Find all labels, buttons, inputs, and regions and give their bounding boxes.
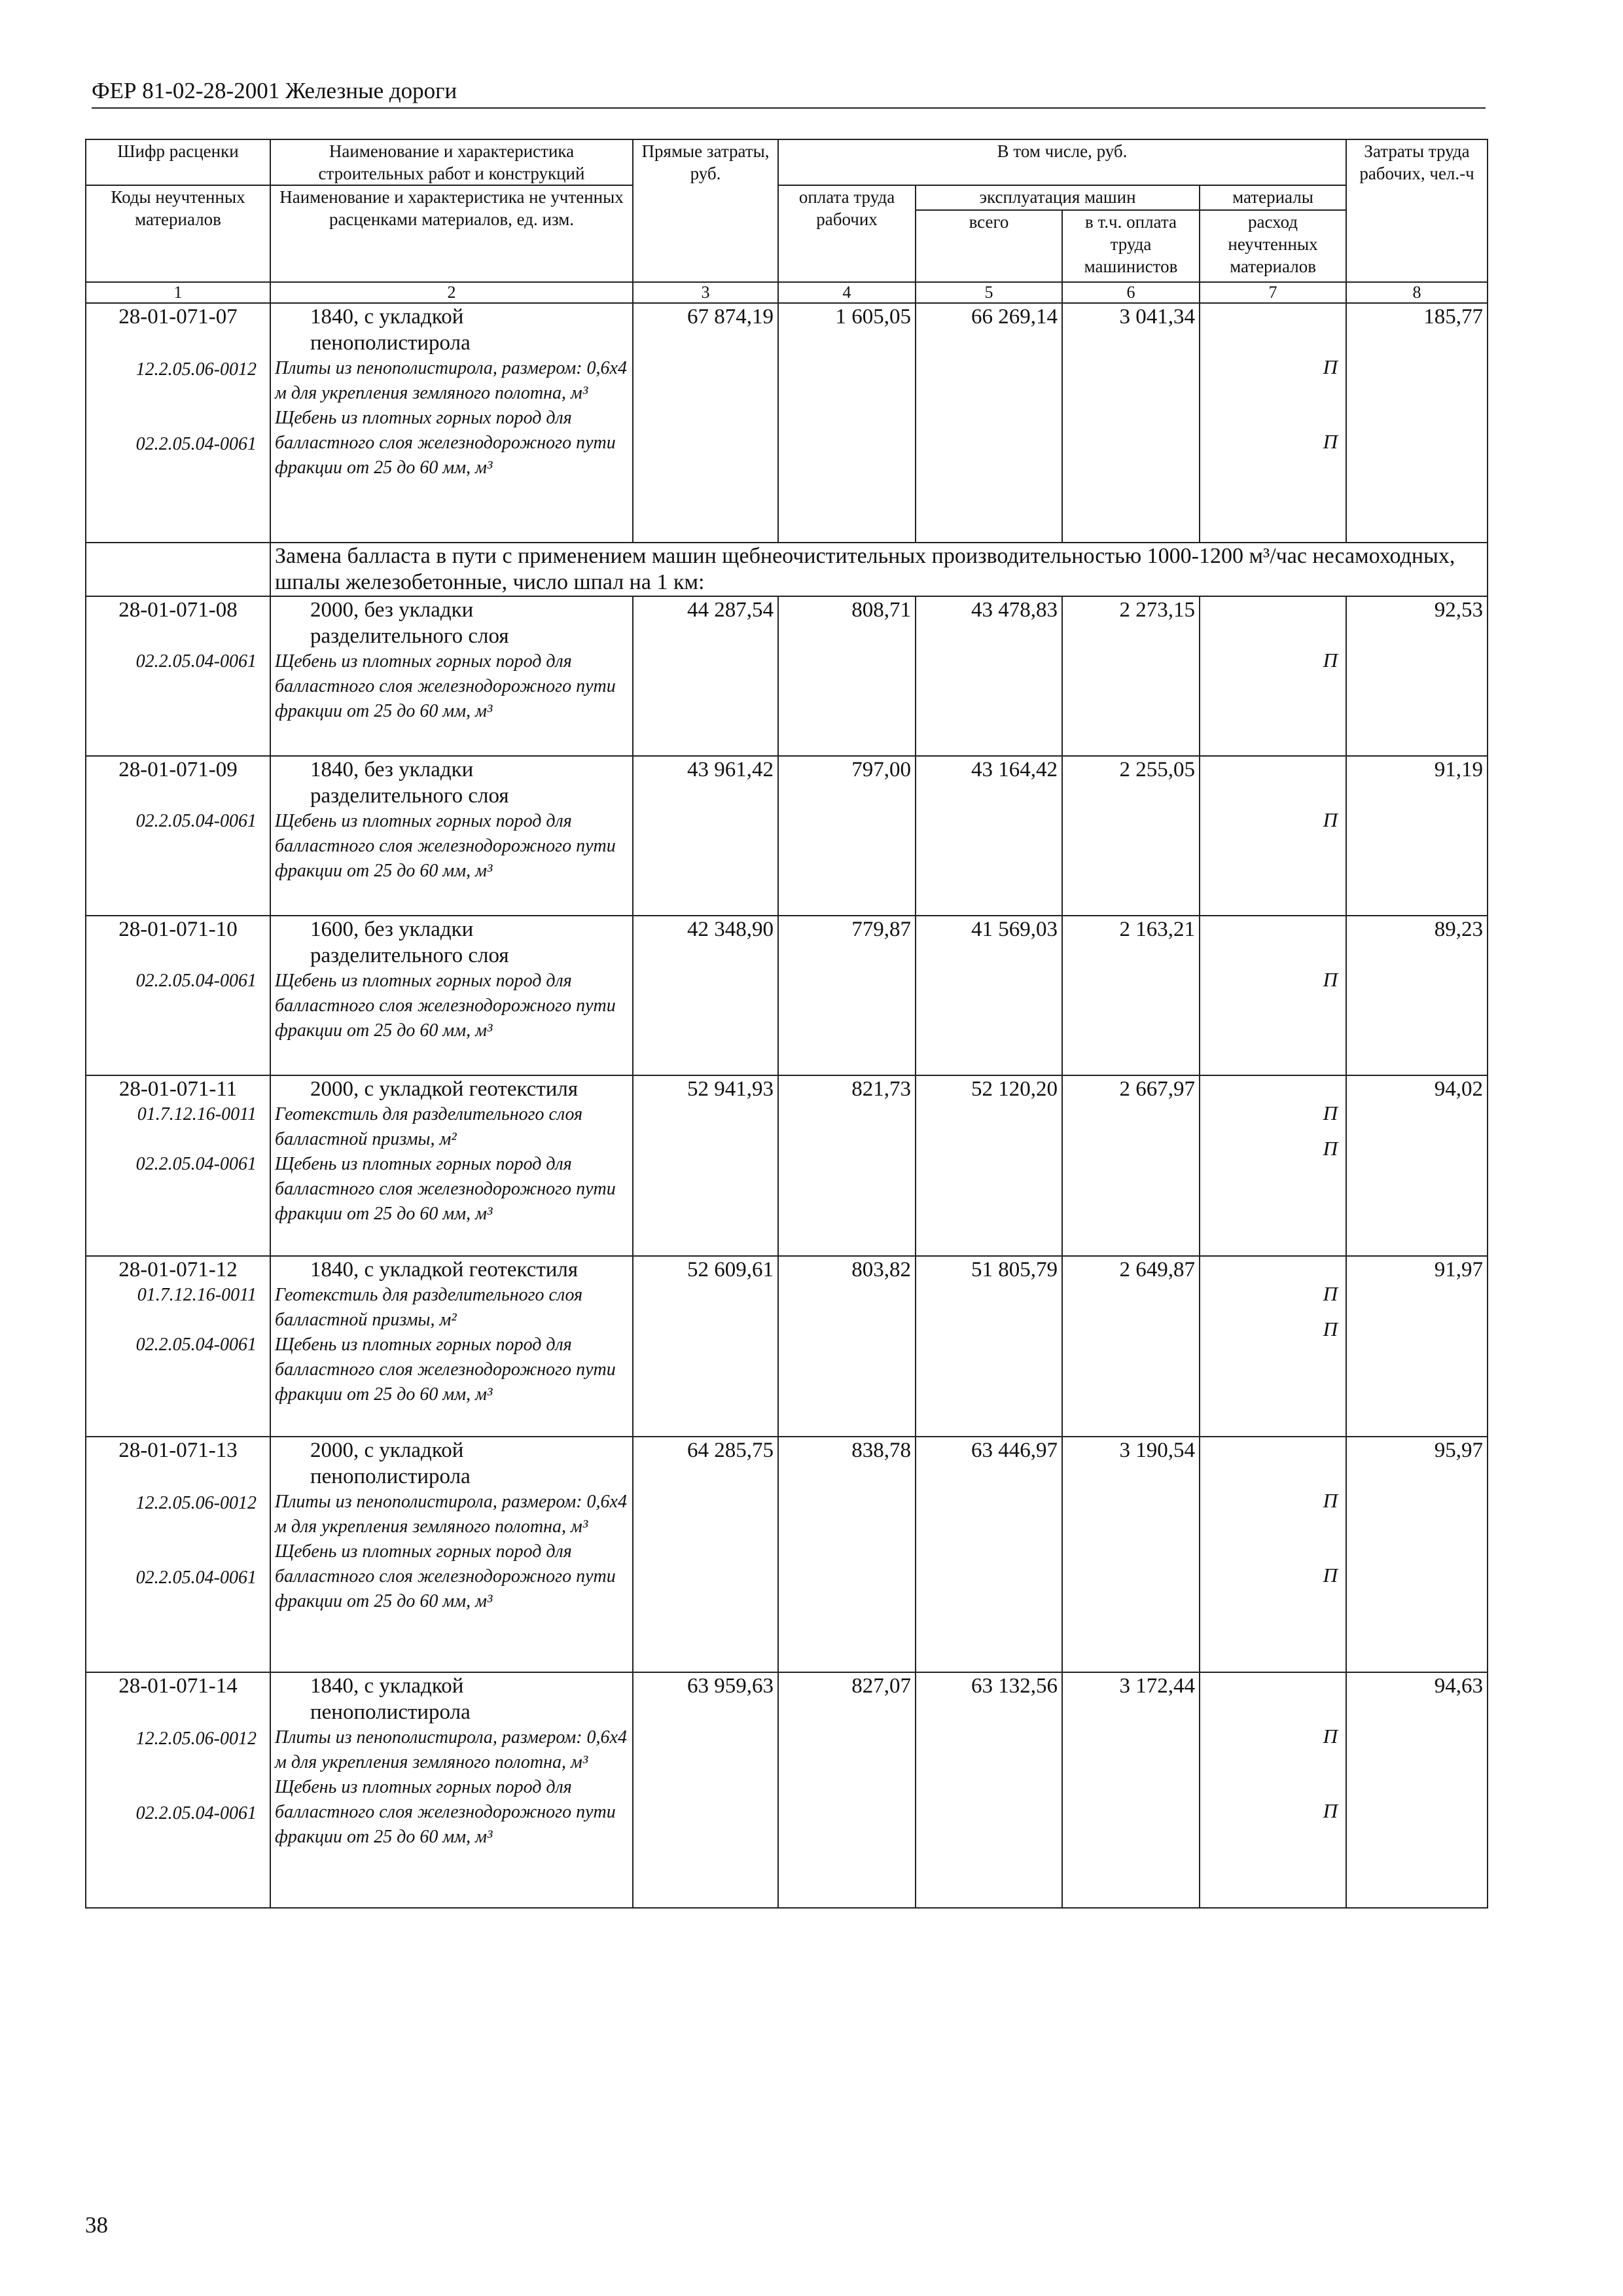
material-name: Геотекстиль для разделительного слоя балластной призмы, м²	[275, 1104, 583, 1149]
material-code: 02.2.05.04-0061	[135, 1335, 257, 1355]
drivers-cost: 2 667,97	[1062, 1075, 1200, 1256]
material-flag: П	[1323, 1137, 1338, 1160]
page-number: 38	[85, 2212, 108, 2238]
drivers-cost: 3 172,44	[1062, 1672, 1200, 1908]
machines-cost: 51 805,79	[916, 1256, 1062, 1437]
rate-name: 2000, с укладкой геотекстиля	[310, 1077, 579, 1101]
material-name: Плиты из пенополистирола, размером: 0,6х4 м для укрепления земляного полотна, м³	[275, 358, 627, 403]
drivers-cost: 3 041,34	[1062, 303, 1200, 543]
material-name: Щебень из плотных горных пород для балластного слоя железнодорожного пути фракции от 25 до 60 мм, м³	[275, 1541, 616, 1611]
column-number: 7	[1200, 282, 1346, 303]
page-header-title: ФЕР 81-02-28-2001 Железные дороги	[92, 77, 1486, 109]
labor-cost: 808,71	[778, 596, 916, 756]
direct-cost: 63 959,63	[633, 1672, 778, 1908]
material-code: 02.2.05.04-0061	[135, 434, 257, 454]
col2-top-header: Наименование и характеристика строительных работ и конструкций	[270, 139, 633, 185]
rate-name: 2000, без укладки разделительного слоя	[310, 598, 509, 648]
material-code: 01.7.12.16-0011	[137, 1285, 257, 1305]
direct-cost: 43 961,42	[633, 756, 778, 916]
col2-bottom-header: Наименование и характеристика не учтенных расценками материалов, ед. изм.	[270, 185, 633, 282]
column-number: 8	[1346, 282, 1488, 303]
material-flag: П	[1323, 1799, 1338, 1822]
labor-hours: 91,97	[1346, 1256, 1488, 1437]
table-row	[86, 916, 1488, 1075]
col8-header: Затраты труда рабочих, чел.-ч	[1346, 139, 1488, 282]
material-code: 02.2.05.04-0061	[135, 1803, 257, 1823]
drivers-cost: 2 273,15	[1062, 596, 1200, 756]
labor-hours: 95,97	[1346, 1437, 1488, 1672]
rate-name: 1840, без укладки разделительного слоя	[310, 758, 509, 808]
table-row	[86, 596, 1488, 756]
material-code: 02.2.05.04-0061	[135, 1154, 257, 1174]
material-flag: П	[1323, 1102, 1338, 1124]
material-code: 02.2.05.04-0061	[135, 811, 257, 831]
material-name: Щебень из плотных горных пород для балластного слоя железнодорожного пути фракции от 25 до 60 мм, м³	[275, 971, 616, 1041]
drivers-cost: 3 190,54	[1062, 1437, 1200, 1672]
rate-name: 1840, с укладкой пенополистирола	[310, 1674, 471, 1724]
table-row	[86, 1256, 1488, 1437]
column-number: 2	[270, 282, 633, 303]
machines-cost: 52 120,20	[916, 1075, 1062, 1256]
rate-name: 1600, без укладки разделительного слоя	[310, 918, 509, 967]
material-flag: П	[1323, 649, 1338, 672]
material-flag: П	[1323, 430, 1338, 453]
material-name: Плиты из пенополистирола, размером: 0,6х4 м для укрепления земляного полотна, м³	[275, 1727, 627, 1772]
direct-cost: 42 348,90	[633, 916, 778, 1075]
table-row	[86, 1672, 1488, 1908]
drivers-cost: 2 255,05	[1062, 756, 1200, 916]
rate-code: 28-01-071-07	[118, 305, 238, 329]
machines-cost: 66 269,14	[916, 303, 1062, 543]
col1-bottom-header: Коды неучтенных материалов	[86, 185, 270, 282]
rate-name: 1840, с укладкой геотекстиля	[310, 1258, 579, 1282]
table-row	[86, 1075, 1488, 1256]
machines-cost: 43 164,42	[916, 756, 1062, 916]
material-flag: П	[1323, 355, 1338, 378]
labor-cost: 797,00	[778, 756, 916, 916]
labor-cost: 779,87	[778, 916, 916, 1075]
labor-hours: 94,02	[1346, 1075, 1488, 1256]
labor-hours: 185,77	[1346, 303, 1488, 543]
material-name: Щебень из плотных горных пород для балластного слоя железнодорожного пути фракции от 25 до 60 мм, м³	[275, 651, 616, 721]
col5-header: всего	[916, 210, 1062, 282]
section-row	[86, 543, 1488, 596]
material-flag: П	[1323, 1725, 1338, 1748]
column-number: 6	[1062, 282, 1200, 303]
labor-cost: 827,07	[778, 1672, 916, 1908]
direct-cost: 67 874,19	[633, 303, 778, 543]
column-number: 4	[778, 282, 916, 303]
machines-cost: 63 446,97	[916, 1437, 1062, 1672]
table-row	[86, 303, 1488, 543]
machines-cost: 41 569,03	[916, 916, 1062, 1075]
material-flag: П	[1323, 968, 1338, 991]
material-name: Геотекстиль для разделительного слоя балластной призмы, м²	[275, 1285, 583, 1330]
labor-hours: 89,23	[1346, 916, 1488, 1075]
rate-name: 2000, с укладкой пенополистирола	[310, 1439, 471, 1488]
section-title: Замена балласта в пути с применением машин щебнеочистительных производительностью 1000-1200 м³/час несамоходных, шпалы железобетонные, число шпал на 1 км:	[270, 543, 1488, 596]
table-row	[86, 1437, 1488, 1672]
rate-code: 28-01-071-08	[118, 598, 238, 622]
material-name: Щебень из плотных горных пород для балластного слоя железнодорожного пути фракции от 25 до 60 мм, м³	[275, 811, 616, 881]
table-row	[86, 756, 1488, 916]
rates-table	[85, 139, 1488, 1909]
material-code: 02.2.05.04-0061	[135, 651, 257, 672]
material-name: Щебень из плотных горных пород для балластного слоя железнодорожного пути фракции от 25 до 60 мм, м³	[275, 408, 616, 478]
col7-header: расход неучтенных материалов	[1200, 210, 1346, 282]
material-flag: П	[1323, 1489, 1338, 1512]
rate-code: 28-01-071-14	[118, 1674, 238, 1698]
material-code: 02.2.05.04-0061	[135, 1568, 257, 1588]
material-name: Щебень из плотных горных пород для балластного слоя железнодорожного пути фракции от 25 до 60 мм, м³	[275, 1777, 616, 1847]
direct-cost: 64 285,75	[633, 1437, 778, 1672]
rate-code: 28-01-071-12	[118, 1258, 238, 1282]
material-name: Щебень из плотных горных пород для балластного слоя железнодорожного пути фракции от 25 до 60 мм, м³	[275, 1335, 616, 1405]
direct-cost: 52 609,61	[633, 1256, 778, 1437]
column-number: 1	[86, 282, 270, 303]
machines-cost: 43 478,83	[916, 596, 1062, 756]
material-name: Щебень из плотных горных пород для балластного слоя железнодорожного пути фракции от 25 до 60 мм, м³	[275, 1154, 616, 1224]
rate-code: 28-01-071-13	[118, 1439, 238, 1462]
labor-cost: 838,78	[778, 1437, 916, 1672]
machines-header: эксплуатация машин	[916, 185, 1200, 210]
col1-top-header: Шифр расценки	[86, 139, 270, 185]
labor-hours: 92,53	[1346, 596, 1488, 756]
drivers-cost: 2 163,21	[1062, 916, 1200, 1075]
machines-cost: 63 132,56	[916, 1672, 1062, 1908]
rate-code: 28-01-071-11	[118, 1077, 238, 1101]
rate-code: 28-01-071-10	[118, 918, 238, 941]
labor-cost: 803,82	[778, 1256, 916, 1437]
material-flag: П	[1323, 1282, 1338, 1305]
material-flag: П	[1323, 1564, 1338, 1587]
material-code: 12.2.05.06-0012	[135, 1493, 257, 1513]
material-code: 12.2.05.06-0012	[135, 359, 257, 380]
rate-name: 1840, с укладкой пенополистирола	[310, 305, 471, 355]
material-code: 01.7.12.16-0011	[137, 1104, 257, 1124]
labor-cost: 1 605,05	[778, 303, 916, 543]
material-code: 12.2.05.06-0012	[135, 1729, 257, 1749]
column-number: 5	[916, 282, 1062, 303]
col4-header: оплата труда рабочих	[778, 185, 916, 282]
material-flag: П	[1323, 1318, 1338, 1340]
column-number: 3	[633, 282, 778, 303]
col3-header: Прямые затраты, руб.	[633, 139, 778, 282]
col6-header: в т.ч. оплата труда машинистов	[1062, 210, 1200, 282]
material-flag: П	[1323, 808, 1338, 831]
drivers-cost: 2 649,87	[1062, 1256, 1200, 1437]
material-code: 02.2.05.04-0061	[135, 971, 257, 991]
direct-cost: 44 287,54	[633, 596, 778, 756]
group-header: В том числе, руб.	[778, 139, 1346, 185]
labor-hours: 94,63	[1346, 1672, 1488, 1908]
rate-code: 28-01-071-09	[118, 758, 238, 781]
direct-cost: 52 941,93	[633, 1075, 778, 1256]
material-name: Плиты из пенополистирола, размером: 0,6х4 м для укрепления земляного полотна, м³	[275, 1492, 627, 1537]
table-header	[86, 139, 1488, 303]
materials-header: материалы	[1200, 185, 1346, 210]
labor-hours: 91,19	[1346, 756, 1488, 916]
labor-cost: 821,73	[778, 1075, 916, 1256]
